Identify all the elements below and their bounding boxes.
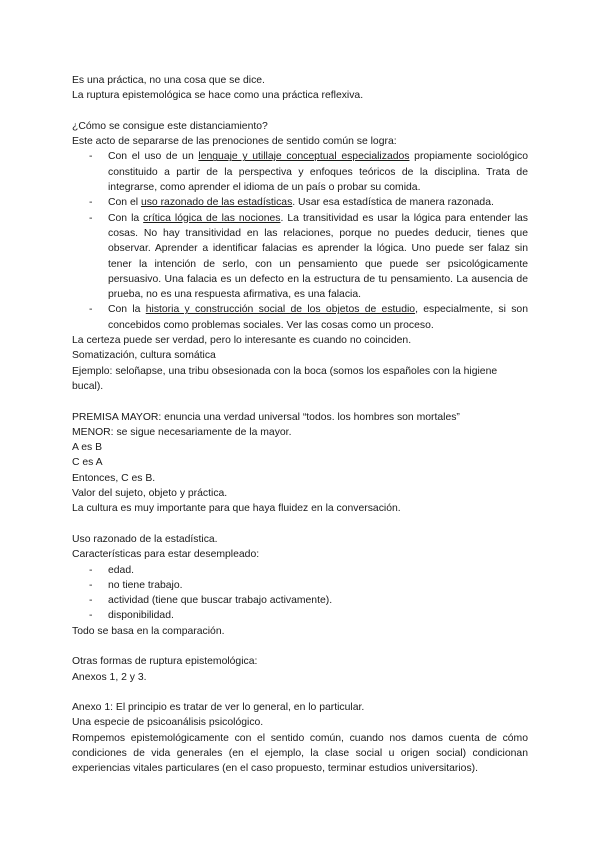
section3-line-3: Todo se basa en la comparación. — [72, 625, 225, 637]
section5-line-1: Anexo 1: El principio es tratar de ver lo general, en lo particular. — [72, 702, 365, 714]
section4-line-1: Otras formas de ruptura epistemológica: — [72, 656, 258, 668]
spacer — [72, 394, 528, 409]
section1-question: ¿Cómo se consigue este distanciamiento? — [72, 120, 268, 132]
methods-list — [72, 149, 528, 333]
section3-line-1: Uso razonado de la estadística. — [72, 533, 218, 545]
dash-bullet: - — [89, 304, 93, 316]
list-item: - no tiene trabajo. — [72, 578, 528, 593]
intro-line-1: Es una práctica, no una cosa que se dice. — [72, 75, 265, 86]
underlined-term: crítica lógica de las nociones — [143, 212, 281, 224]
list-item: - actividad (tiene que buscar trabajo activamente). — [72, 593, 528, 608]
spacer — [72, 685, 528, 700]
section1-after-2: Somatización, cultura somática — [72, 350, 216, 362]
section2-line-4: C es A — [72, 457, 103, 469]
list-item: - Con el uso de un lenguaje y utillaje conceptual especializados propiamente sociológico constituido a partir de la perspectiva y enfoques teóricos de la disciplina. Trata de integrarse, como aprender el idioma de un país o probar su comida. — [89, 151, 529, 194]
section3-line-2: Características para estar desempleado: — [72, 549, 260, 561]
section1-lead: Este acto de separarse de las prenociones de sentido común se logra: — [72, 136, 397, 148]
section4-line-2: Anexos 1, 2 y 3. — [72, 671, 147, 683]
list-item: - edad. — [72, 563, 528, 578]
dash-bullet: - — [89, 579, 93, 591]
intro-line-2: La ruptura epistemológica se hace como una práctica reflexiva. — [72, 90, 364, 102]
spacer — [72, 639, 528, 654]
section2-line-5: Entonces, C es B. — [72, 472, 156, 484]
underlined-term: historia y construcción social de los objetos de estudio — [145, 304, 416, 316]
dash-bullet: - — [89, 610, 93, 622]
spacer — [72, 517, 528, 532]
section5-line-2: Una especie de psicoanálisis psicológico. — [72, 717, 264, 729]
underlined-term: uso razonado de las estadísticas — [140, 197, 293, 209]
dash-bullet: - — [89, 151, 93, 163]
section2-line-2: MENOR: se sigue necesariamente de la mayor. — [72, 426, 292, 438]
section2-line-6: Valor del sujeto, objeto y práctica. — [72, 488, 228, 500]
dash-bullet: - — [89, 197, 93, 209]
section2-line-1: PREMISA MAYOR: enuncia una verdad universal “todos. los hombres son mortales” — [72, 411, 460, 423]
list-item: - Con la historia y construcción social de los objetos de estudio, especialmente, si son concebidos como problemas sociales. Ver las cosas como un proceso. — [89, 304, 528, 331]
section1-after-3: Ejemplo: seloñapse, una tribu obsesionada con la boca (somos los españoles con la higiene bucal). — [72, 365, 498, 392]
list-item: - Con la crítica lógica de las nociones. La transitividad es usar la lógica para entender las cosas. No hay transitividad en las relaciones, porque no puedes deducir, tienes que observar. Aprender a identificar falacias es aprender la lógica. Uno puede ser falaz sin tener la intención de serlo, con un pensamiento que puede ser psicológicamente persuasivo. Una falacia es un defecto en la estructura de tu pensamiento. La ausencia de prueba, no es una respuesta afirmativa, es una falacia. — [89, 212, 528, 301]
section2-line-3: A es B — [72, 442, 103, 454]
spacer — [72, 104, 528, 119]
dash-bullet: - — [89, 564, 93, 576]
underlined-term: lenguaje y utillaje conceptual especializados — [198, 151, 410, 163]
list-item: - disponibilidad. — [72, 608, 528, 623]
section2-line-7: La cultura es muy importante para que haya fluidez en la conversación. — [72, 503, 401, 515]
section1-after-1: La certeza puede ser verdad, pero lo interesante es cuando no coinciden. — [72, 335, 412, 347]
list-item: - Con el uso razonado de las estadísticas. Usar esa estadística de manera razonada. — [72, 195, 528, 210]
dash-bullet: - — [89, 595, 93, 607]
dash-bullet: - — [89, 212, 93, 224]
unemployment-criteria-list — [72, 563, 528, 624]
section5-line-3: Rompemos epistemológicamente con el sentido común, cuando nos damos cuenta de cómo condiciones de vida generales (en el ejemplo, la clase social u origen social) condicionan experiencias vitales particulares (en el caso propuesto, terminar estudios universitarios). — [72, 732, 528, 775]
